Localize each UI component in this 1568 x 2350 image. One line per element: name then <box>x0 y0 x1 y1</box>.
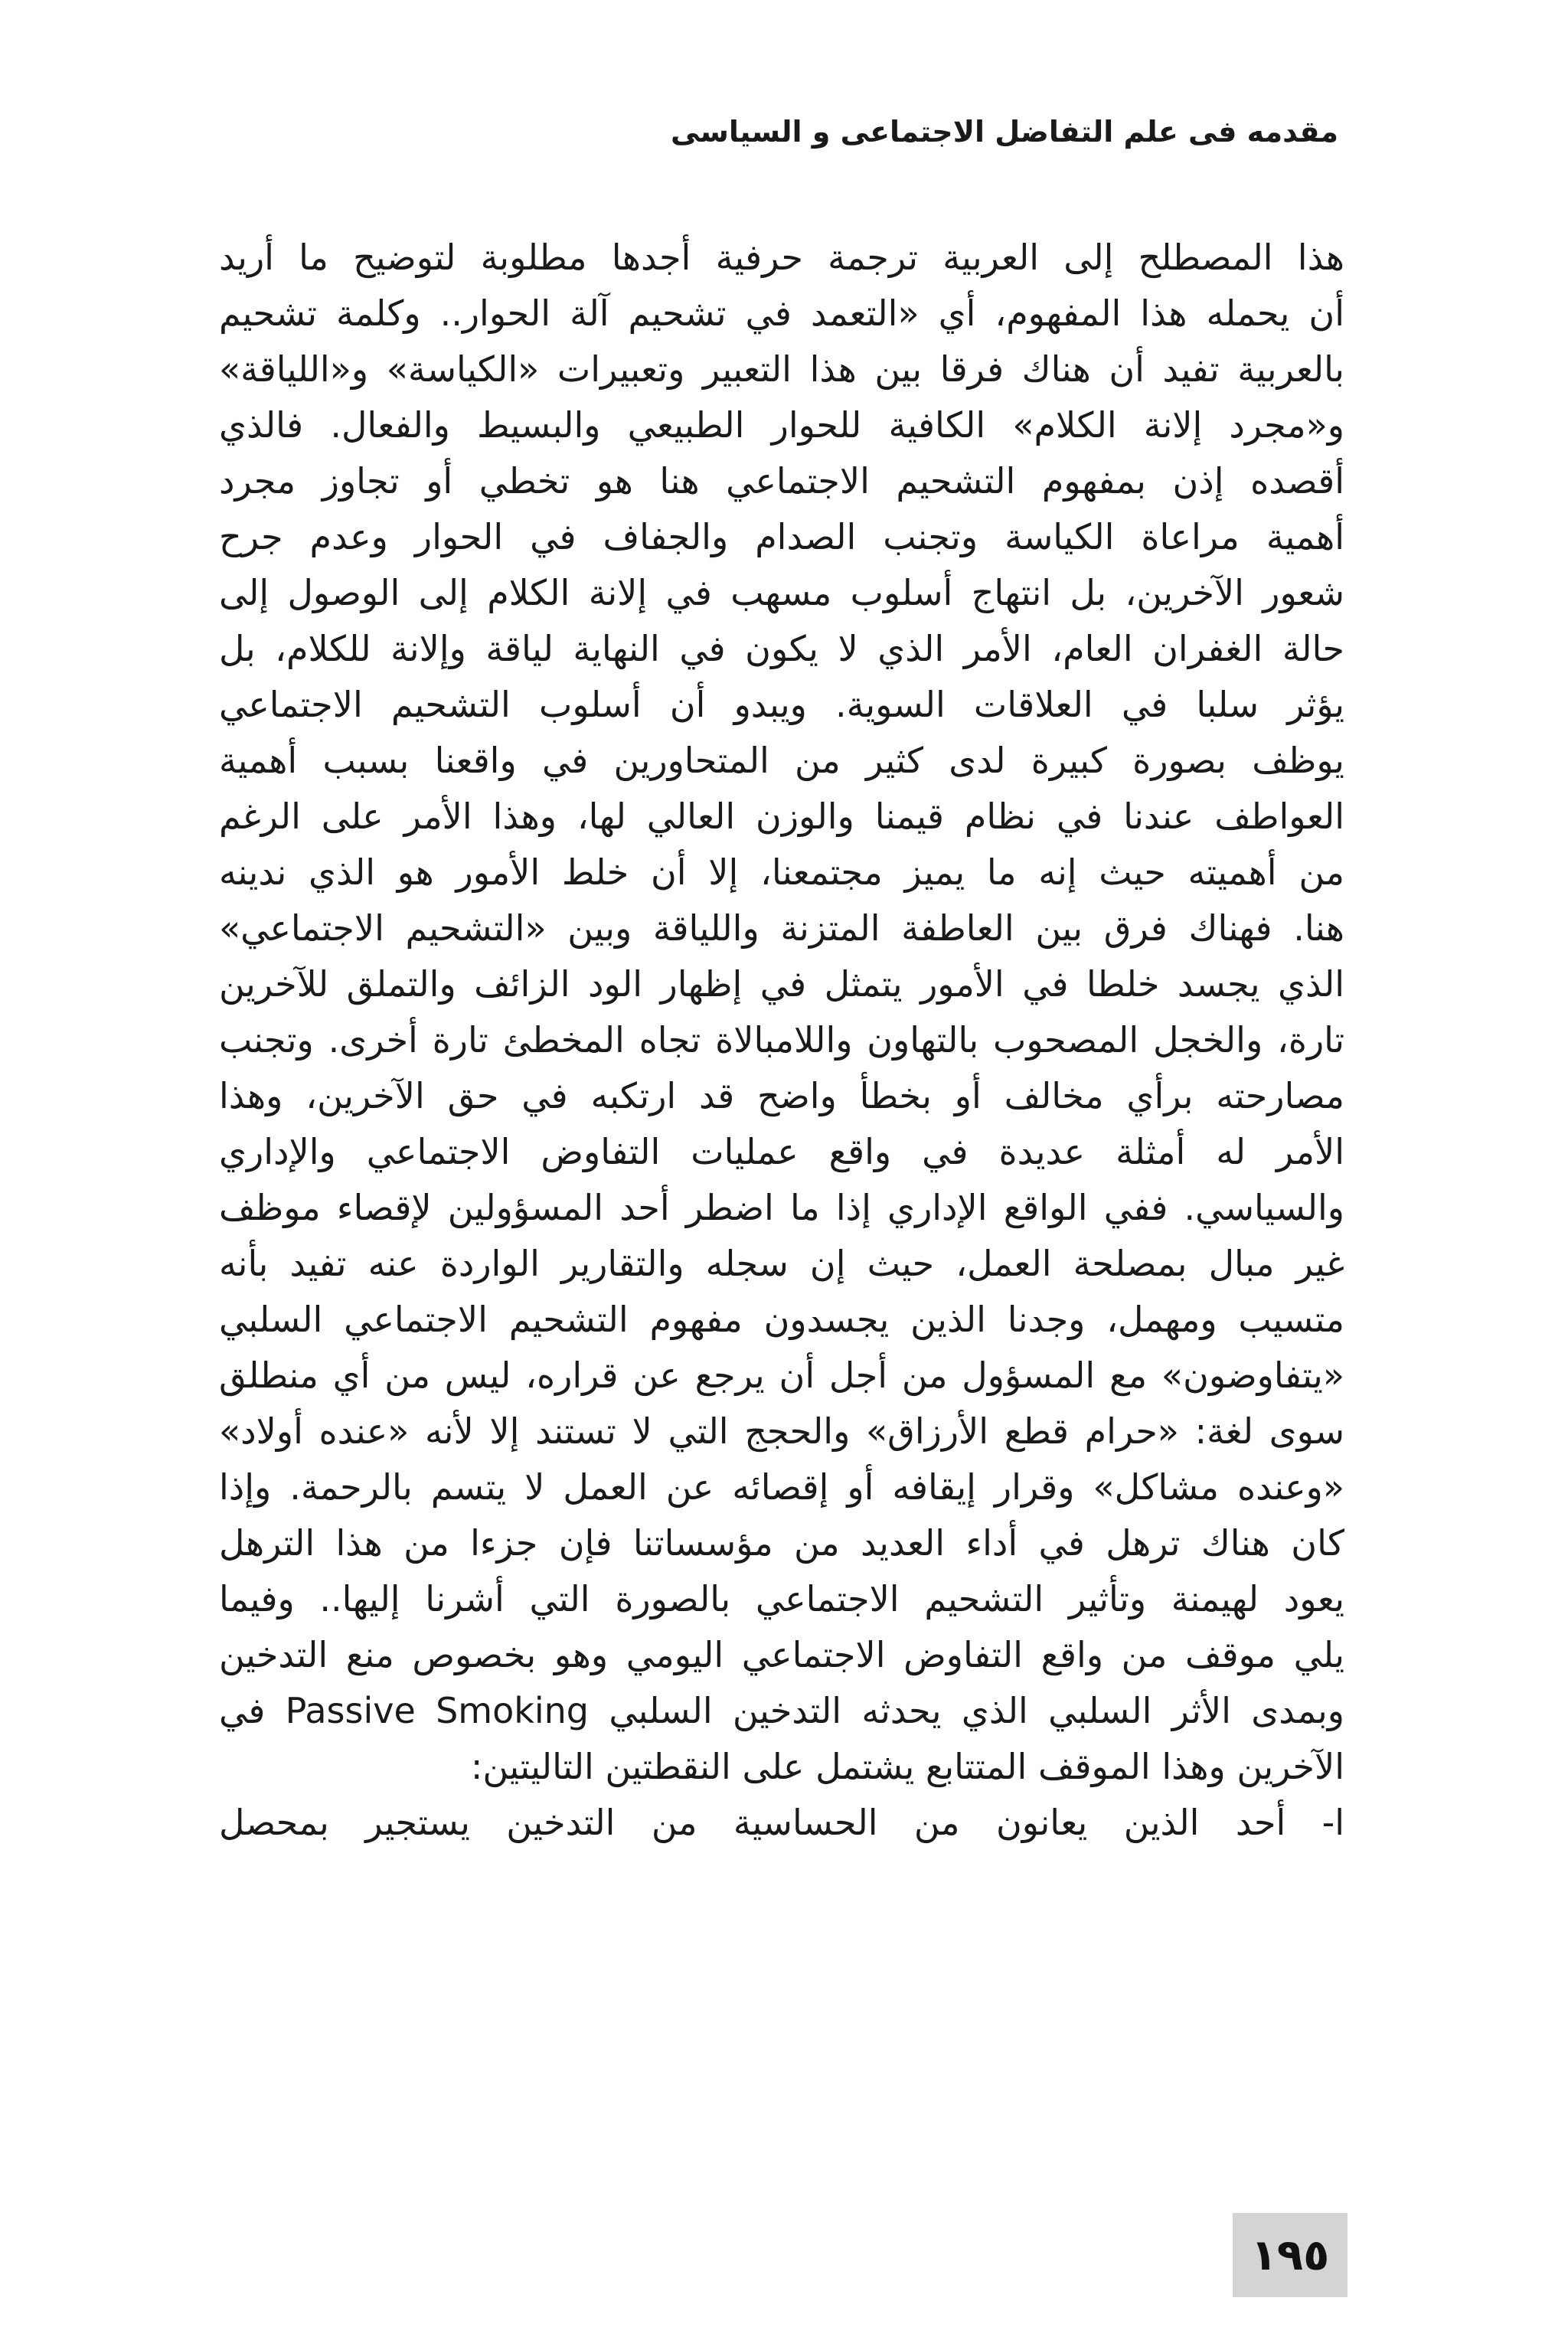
text-line: مصارحته برأي مخالف أو بخطأ واضح قد ارتكبه في حق الآخرين، وهذا <box>219 1075 1344 1116</box>
text-line: غير مبال بمصلحة العمل، حيث إن سجله والتقارير الواردة عنه تفيد بأنه <box>219 1243 1344 1284</box>
text-line: يوظف بصورة كبيرة لدى كثير من المتحاورين في واقعنا بسبب أهمية <box>219 740 1344 781</box>
text-line: حالة الغفران العام، الأمر الذي لا يكون في النهاية لياقة وإلانة للكلام، بل <box>219 628 1344 669</box>
text-line: «وعنده مشاكل» وقرار إيقافه أو إقصائه عن العمل لا يتسم بالرحمة. وإذا <box>219 1466 1344 1508</box>
text-line: أقصده إذن بمفهوم التشحيم الاجتماعي هنا هو تخطي أو تجاوز مجرد <box>219 460 1344 502</box>
text-line: يعود لهيمنة وتأثير التشحيم الاجتماعي بالصورة التي أشرنا إليها.. وفيما <box>219 1578 1344 1620</box>
text-line: الأمر له أمثلة عديدة في واقع عمليات التفاوض الاجتماعي والإداري <box>219 1131 1344 1172</box>
text-line: هنا. فهناك فرق بين العاطفة المتزنة واللياقة وبين «التشحيم الاجتماعي» <box>219 907 1344 949</box>
text-line: شعور الآخرين، بل انتهاج أسلوب مسهب في إلانة الكلام إلى الوصول إلى <box>219 572 1344 613</box>
text-line: من أهميته حيث إنه ما يميز مجتمعنا، إلا أن خلط الأمور هو الذي ندينه <box>219 851 1344 893</box>
text-line: سوى لغة: «حرام قطع الأرزاق» والحجج التي لا تستند إلا لأنه «عنده أولاد» <box>219 1410 1344 1452</box>
text-line: «يتفاوضون» مع المسؤول من أجل أن يرجع عن قراره، ليس من أي منطلق <box>219 1355 1344 1396</box>
text-line: أهمية مراعاة الكياسة وتجنب الصدام والجفاف في الحوار وعدم جرح <box>219 516 1344 557</box>
text-line: يؤثر سلبا في العلاقات السوية. ويبدو أن أسلوب التشحيم الاجتماعي <box>219 684 1344 725</box>
text-line: والسياسي. ففي الواقع الإداري إذا ما اضطر أحد المسؤولين لإقصاء موظف <box>219 1187 1344 1228</box>
body-text <box>219 230 1344 1851</box>
text-line: بالعربية تفيد أن هناك فرقا بين هذا التعبير وتعبيرات «الكياسة» و«اللياقة» <box>219 348 1344 390</box>
page-number-box <box>1233 2213 1348 2297</box>
text-line: أن يحمله هذا المفهوم، أي «التعمد في تشحيم آلة الحوار.. وكلمة تشحيم <box>219 293 1344 334</box>
text-line: كان هناك ترهل في أداء العديد من مؤسساتنا فإن جزءا من هذا الترهل <box>219 1522 1344 1564</box>
text-line: ا- أحد الذين يعانون من الحساسية من التدخين يستجير بمحصل <box>219 1802 1344 1843</box>
text-line: الآخرين وهذا الموقف المتتابع يشتمل على النقطتين التاليتين: <box>470 1746 1344 1787</box>
running-head: مقدمه فى علم التفاضل الاجتماعى و السياسى <box>671 115 1338 149</box>
text-line: تارة، والخجل المصحوب بالتهاون واللامبالاة تجاه المخطئ تارة أخرى. وتجنب <box>219 1019 1344 1061</box>
text-line: وبمدى الأثر السلبي الذي يحدثه التدخين السلبي Passive Smoking في <box>219 1690 1344 1731</box>
text-line: يلي موقف من واقع التفاوض الاجتماعي اليومي وهو بخصوص منع التدخين <box>219 1634 1344 1675</box>
page-number: ١٩٥ <box>1250 2230 1330 2280</box>
text-line: و«مجرد إلانة الكلام» الكافية للحوار الطبيعي والبسيط والفعال. فالذي <box>219 404 1344 446</box>
text-line: الذي يجسد خلطا في الأمور يتمثل في إظهار الود الزائف والتملق للآخرين <box>219 963 1344 1005</box>
text-line: العواطف عندنا في نظام قيمنا والوزن العالي لها، وهذا الأمر على الرغم <box>219 796 1344 837</box>
text-line: متسيب ومهمل، وجدنا الذين يجسدون مفهوم التشحيم الاجتماعي السلبي <box>219 1299 1344 1340</box>
text-line: هذا المصطلح إلى العربية ترجمة حرفية أجدها مطلوبة لتوضيح ما أريد <box>219 237 1344 278</box>
